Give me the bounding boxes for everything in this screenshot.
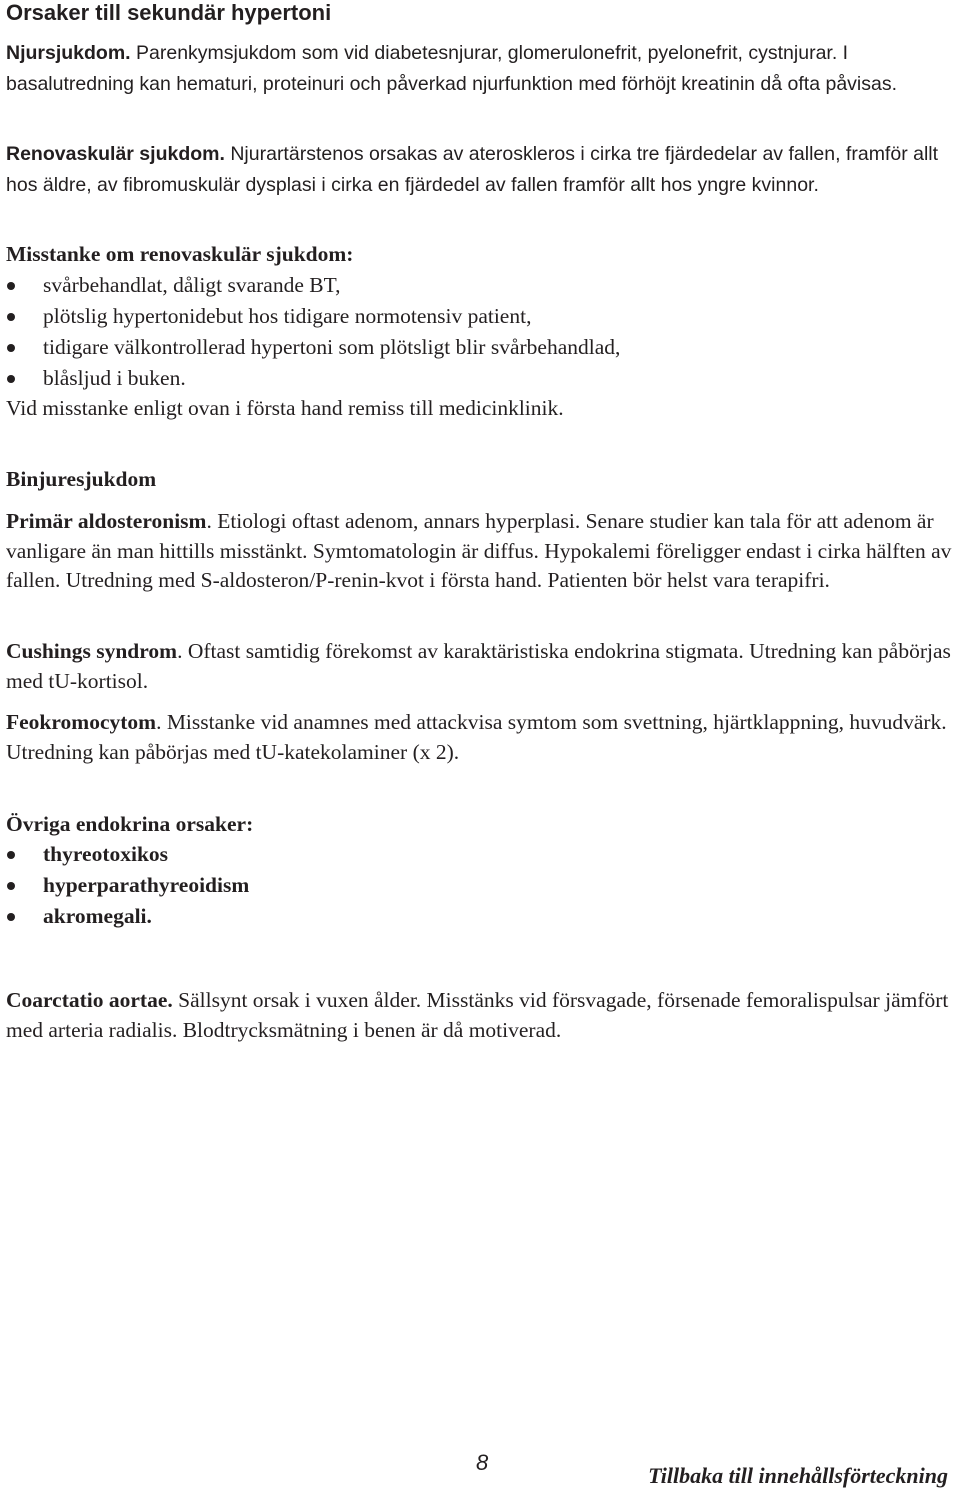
toc-link[interactable]: Tillbaka till innehållsförteckning	[648, 1463, 948, 1488]
njursjukdom-text: Parenkymsjukdom som vid diabetesnjurar, glomerulonefrit, pyelonefrit, cystnjurar. I basalutredning kan hematuri, proteinuri och påverkad njurfunktion med förhöjt kreatinin då ofta påvisas.	[6, 42, 898, 95]
aldosteronism-paragraph	[6, 507, 954, 596]
list-item-text: tidigare välkontrollerad hypertoni som plötsligt blir svårbehandlad,	[43, 335, 621, 359]
list-item	[6, 870, 954, 901]
feokromocytom-label: Feokromocytom	[6, 710, 157, 734]
cushing-paragraph	[6, 637, 954, 696]
coarctatio-label: Coarctatio aortae.	[6, 988, 173, 1012]
feokromocytom-text: . Misstanke vid anamnes med attackvisa symtom som svettning, hjärtklappning, huvudvärk. Utredning kan påbörjas med tU-katekolaminer (x 2).	[6, 710, 947, 764]
njursjukdom-label: Njursjukdom.	[6, 42, 131, 64]
renovaskular-paragraph	[6, 139, 954, 201]
list-item-text: plötslig hypertonidebut hos tidigare normotensiv patient,	[43, 304, 532, 328]
misstanke-heading: Misstanke om renovaskulär sjukdom:	[6, 242, 354, 266]
bullet-icon	[7, 882, 15, 890]
list-item	[6, 839, 954, 870]
aldosteronism-label: Primär aldosteronism	[6, 509, 207, 533]
renovaskular-label: Renovaskulär sjukdom.	[6, 143, 225, 165]
list-item	[6, 363, 954, 394]
feokromocytom-paragraph	[6, 708, 954, 767]
cushing-label: Cushings syndrom	[6, 639, 178, 663]
bullet-icon	[7, 375, 15, 383]
misstanke-list	[6, 270, 954, 394]
list-item	[6, 270, 954, 301]
coarctatio-paragraph	[6, 986, 954, 1045]
ovriga-heading: Övriga endokrina orsaker:	[6, 812, 254, 836]
renovaskular-text: Njurartärstenos orsakas av ateroskleros i cirka tre fjärdedelar av fallen, framför allt hos äldre, av fibromuskulär dysplasi i cirka en fjärdedel av fallen framför allt hos yngre kvinnor.	[6, 143, 939, 196]
misstanke-followup: Vid misstanke enligt ovan i första hand remiss till medicinklinik.	[6, 396, 564, 420]
aldosteronism-text: . Etiologi oftast adenom, annars hyperplasi. Senare studier kan tala för att adenom är vanligare än man hittills misstänkt. Symtomatologin är diffus. Hypokalemi föreligger endast i cirka hälften av fallen. Utredning med S-aldosteron/P-renin-kvot i första hand. Patienten bör helst vara terapifri.	[6, 509, 952, 592]
bullet-icon	[7, 344, 15, 352]
list-item-text: svårbehandlat, dåligt svarande BT,	[43, 273, 341, 297]
list-item	[6, 332, 954, 363]
bullet-icon	[7, 913, 15, 921]
list-item	[6, 901, 954, 932]
bullet-icon	[7, 851, 15, 859]
ovriga-list	[6, 839, 954, 932]
cushing-text: . Oftast samtidig förekomst av karaktäristiska endokrina stigmata. Utredning kan påbörjas med tU-kortisol.	[6, 639, 951, 693]
bullet-icon	[7, 313, 15, 321]
list-item-text: thyreotoxikos	[43, 842, 169, 866]
binjure-heading: Binjuresjukdom	[6, 467, 157, 491]
list-item	[6, 301, 954, 332]
list-item-text: hyperparathyreoidism	[43, 873, 250, 897]
bullet-icon	[7, 282, 15, 290]
page-title: Orsaker till sekundär hypertoni	[6, 0, 332, 25]
coarctatio-text: Sällsynt orsak i vuxen ålder. Misstänks vid försvagade, försenade femoralispulsar jämfört med arteria radialis. Blodtrycksmätning i benen är då motiverad.	[6, 988, 949, 1042]
list-item-text: akromegali.	[43, 904, 152, 928]
page-number: 8	[476, 1450, 489, 1475]
njursjukdom-paragraph	[6, 38, 954, 100]
list-item-text: blåsljud i buken.	[43, 366, 186, 390]
